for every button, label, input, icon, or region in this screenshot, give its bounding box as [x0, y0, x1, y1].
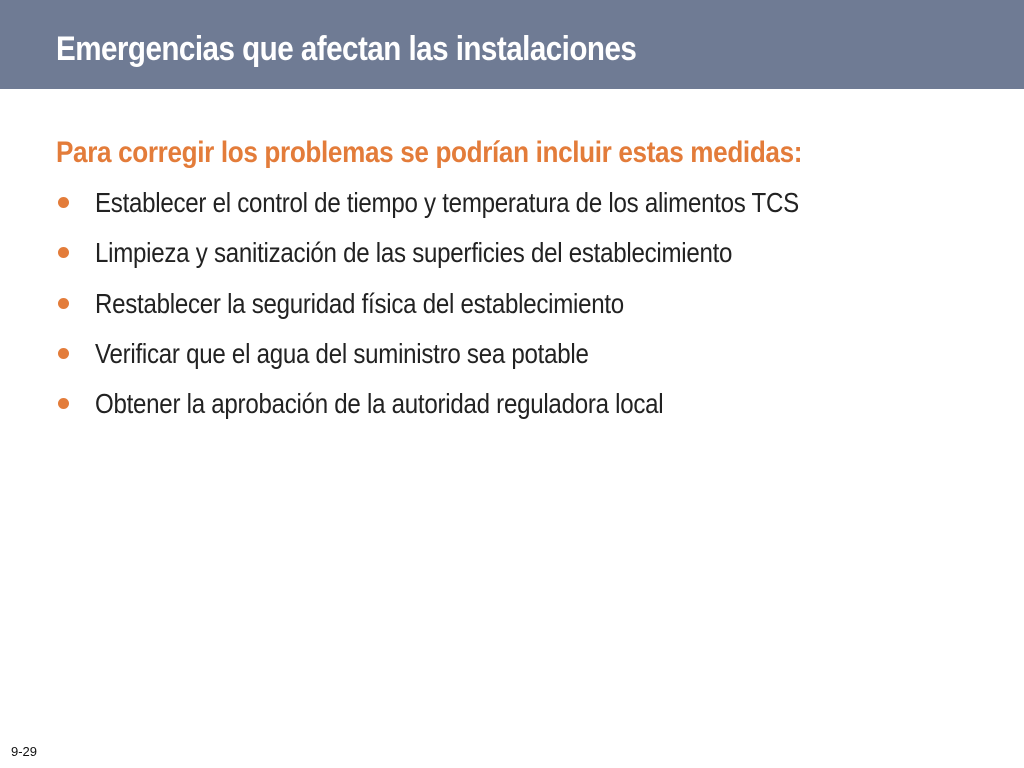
page-title: Emergencias que afectan las instalaciones — [56, 30, 637, 68]
list-item-text: Establecer el control de tiempo y temperatura de los alimentos TCS — [95, 187, 799, 218]
list-item-text: Verificar que el agua del suministro sea potable — [95, 337, 589, 369]
list-item-text: Obtener la aprobación de la autoridad reguladora local — [95, 388, 664, 420]
bullet-dot-icon — [58, 348, 69, 359]
subheading: Para corregir los problemas se podrían incluir estas medidas: — [56, 136, 803, 169]
page-number: 9-29 — [11, 744, 38, 759]
bullet-dot-icon — [58, 398, 69, 409]
list-item-text: Limpieza y sanitización de las superficies del establecimiento — [95, 237, 733, 269]
title-bar — [0, 0, 1024, 89]
bullet-dot-icon — [58, 298, 69, 309]
bullet-dot-icon — [58, 197, 69, 208]
bullet-dot-icon — [58, 247, 69, 258]
list-item-text: Restablecer la seguridad física del establecimiento — [95, 287, 624, 319]
